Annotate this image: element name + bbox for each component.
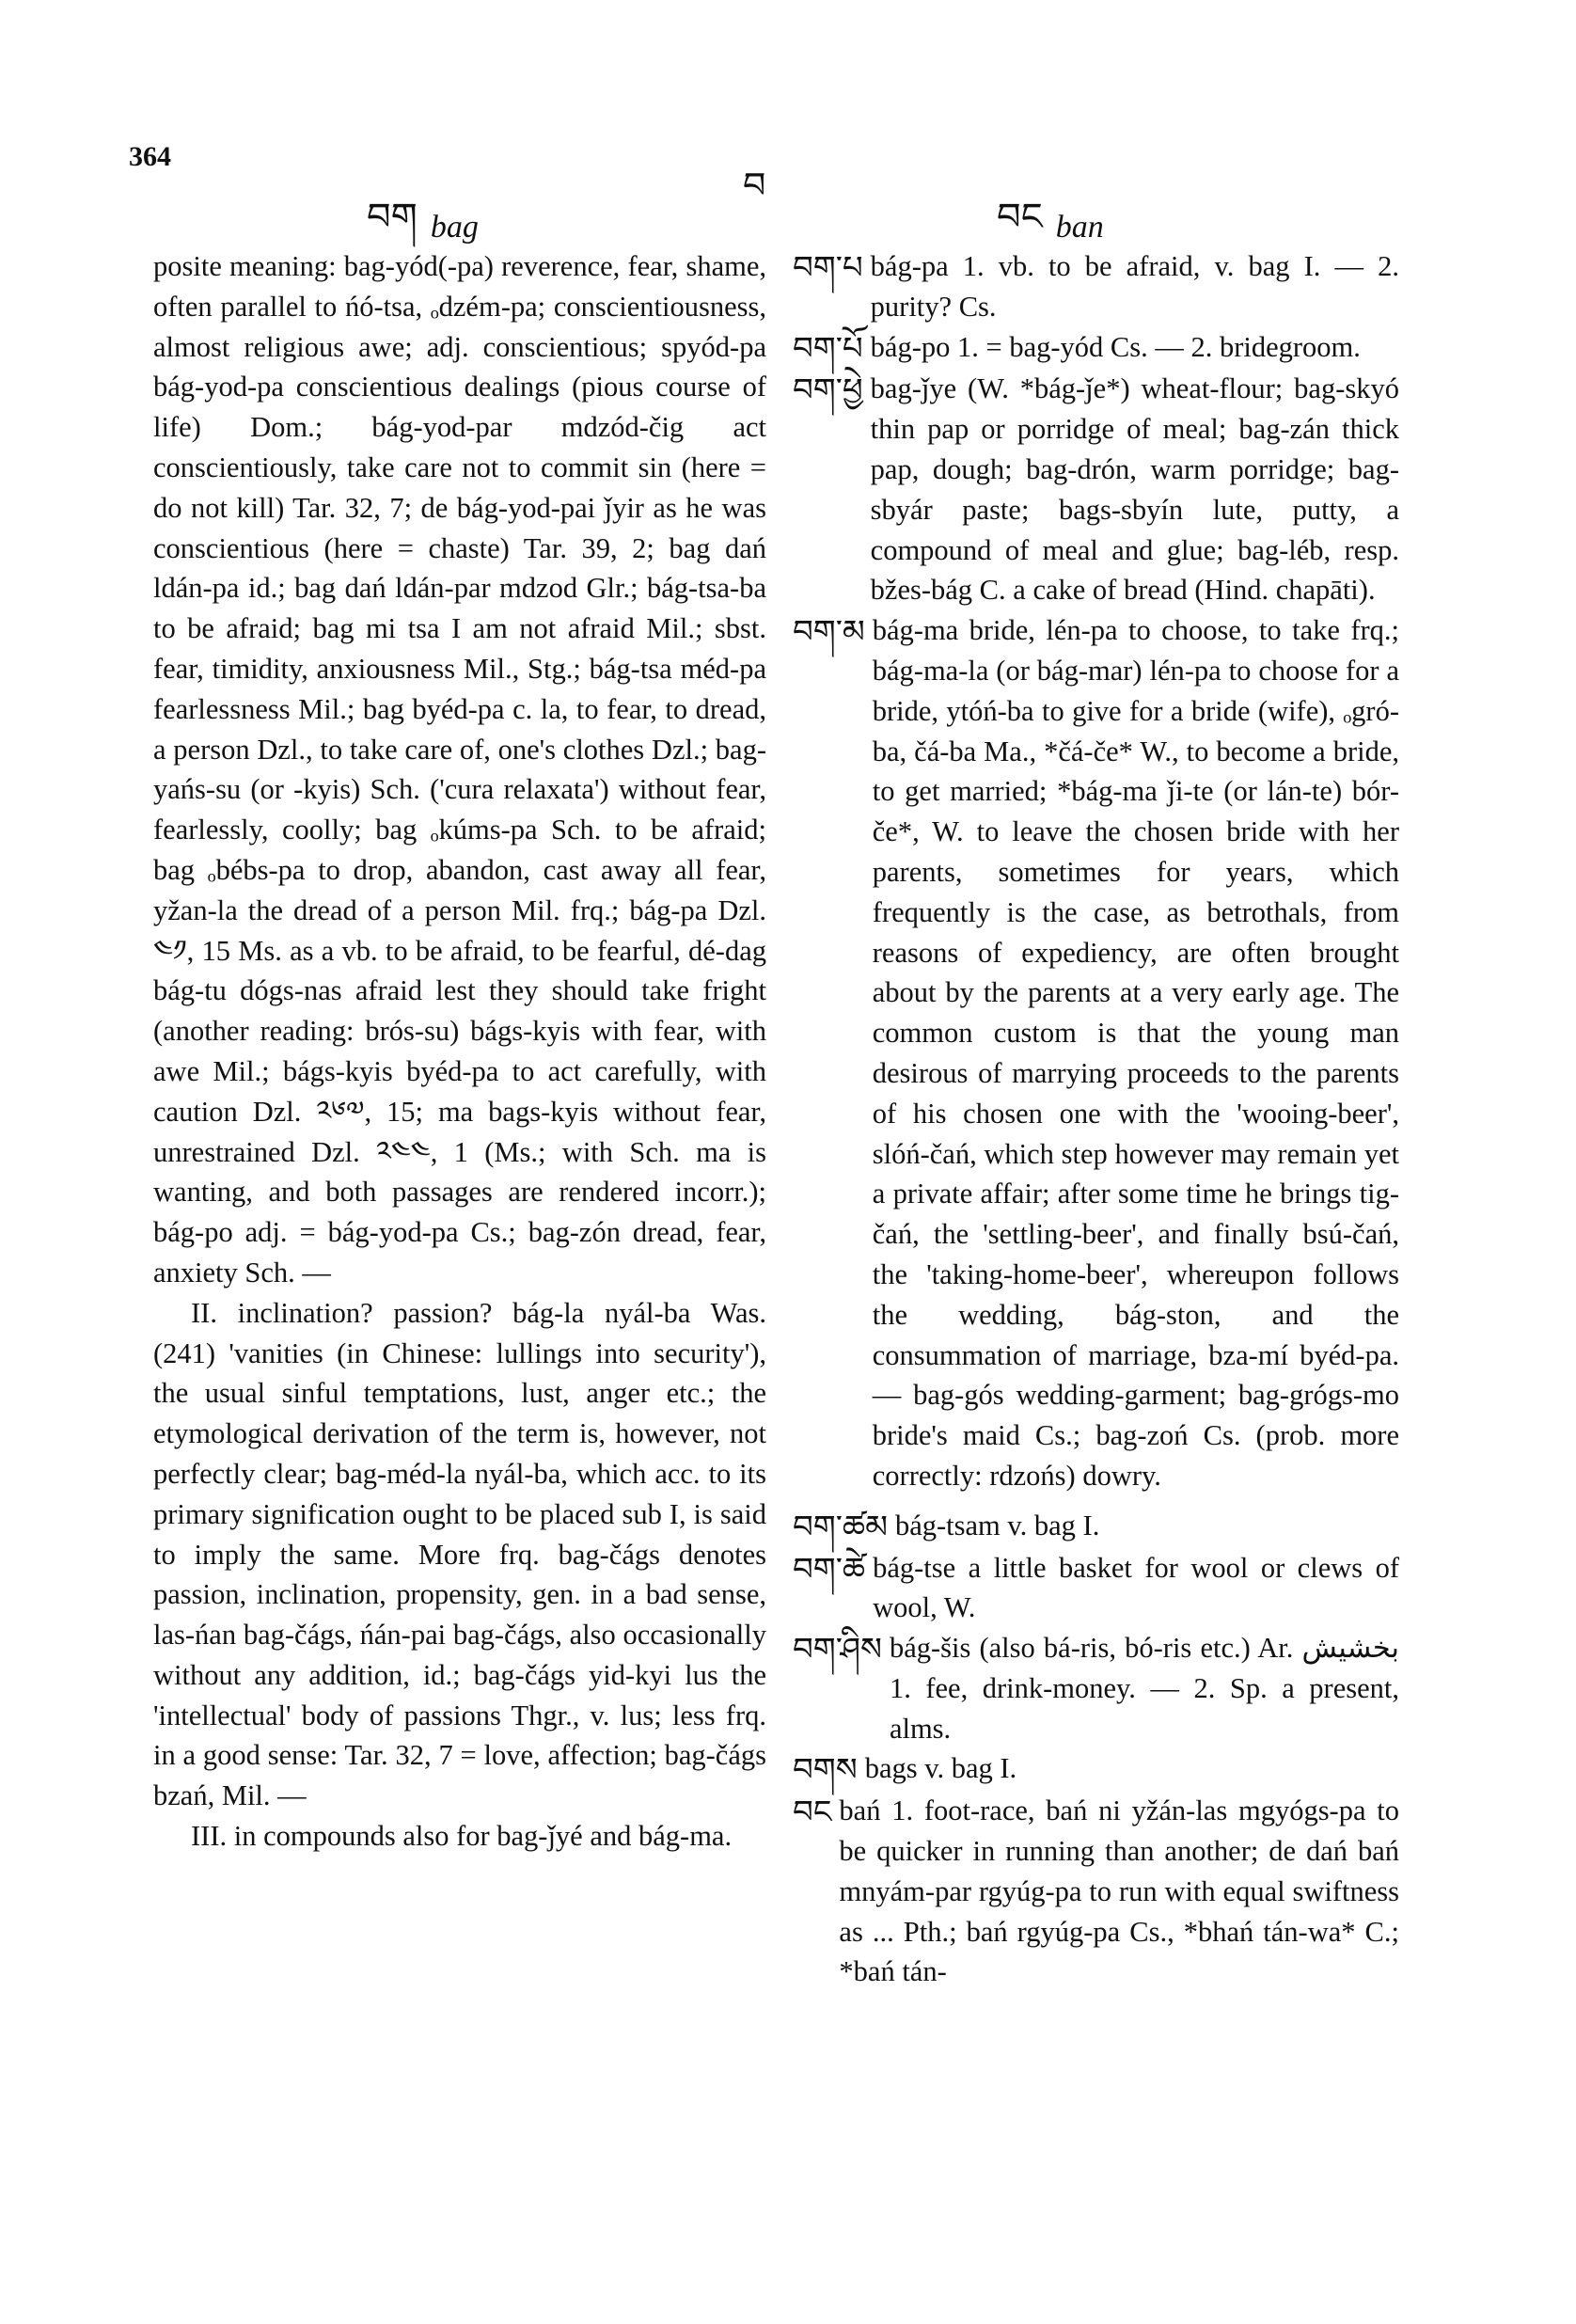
entry-text: bág-tse a little basket for wool or clews of wool, W. bbox=[873, 1551, 1399, 1624]
paragraph: posite meaning: bag-yód(-pa) reverence, fear, shame, often parallel to ńó-tsa, ₒdzém-pa; conscientiousness, almost religious awe; adj. conscientious; spyód-pa bág-yod-pa conscientious dealings (pious course of life) Dom.; bág-yod-par mdzód-čig act conscientiously, take care not to commit sin (here = do not kill) Tar. 32, 7; de bág-yod-pai ǰyir as he was conscientious (here = chaste) Tar. 39, 2; bag dań ldán-pa id.; bag dań ldán-par mdzod Glr.; bág-tsa-ba to be afraid; bag mi tsa I am not afraid Mil.; sbst. fear, timidity, anxiousness Mil., Stg.; bág-tsa méd-pa fearlessness Mil.; bag byéd-pa c. la, to fear, to dread, a person Dzl., to take care of, one's clothes Dzl.; bag-yańs-su (or -kyis) Sch. ('cura relaxata') without fear, fearlessly, coolly; bag ₒkúms-pa Sch. to be afraid; bag ₒbébs-pa to drop, abandon, cast away all fear, yžan-la the dread of a person Mil. frq.; bág-pa Dzl. ༤༡, 15 Ms. as a vb. to be afraid, to be fearful, dé-dag bág-tu dógs-nas afraid lest they should take fright (another reading: brós-su) bágs-kyis with fear, with awe Mil.; bágs-kyis byéd-pa to act carefully, with caution Dzl. ༢༦༧, 15; ma bags-kyis without fear, unrestrained Dzl. ༢༤༤, 1 (Ms.; with Sch. ma is wanting, and both passages are rendered incorr.); bág-po adj. = bág-yod-pa Cs.; bag-zón dread, fear, anxiety Sch. — bbox=[153, 250, 766, 1288]
entry-text: bág-pa 1. vb. to be afraid, v. bag I. — 2. purity? Cs. bbox=[870, 250, 1399, 323]
entry-text: bań 1. foot-race, bań ni yžán-las mgyógs-pa to be quicker in running than another; de dań bań mnyám-par rgyúg-pa to run with equal swiftness as ... Pth.; bań rgyúg-pa Cs., *bhań tán-wa* C.; *bań tán- bbox=[839, 1794, 1399, 1988]
paragraph: III. in compounds also for bag-ǰyé and bág-ma. bbox=[191, 1820, 733, 1853]
tibetan-headword: བག་ཕྱེ bbox=[793, 372, 863, 410]
tibetan-headword: བག་མ bbox=[793, 613, 865, 652]
tibetan-headword: བག་པ bbox=[793, 249, 863, 287]
dictionary-entry bbox=[793, 1628, 1399, 1748]
dictionary-entry bbox=[793, 1791, 1399, 1992]
running-head-center bbox=[743, 146, 765, 246]
entry-text: bag-ǰye (W. *bág-ǰe*) wheat-flour; bag-skyó thin pap or porridge of meal; bag-zán thick pap, dough; bag-drón, warm porridge; bag-sbyár paste; bags-sbyín lute, putty, a compound of meal and glue; bag-léb, resp. bžes-bág C. a cake of bread (Hind. chapāti). bbox=[870, 372, 1399, 607]
entry-text: bág-ma bride, lén-pa to choose, to take frq.; bág-ma-la (or bág-mar) lén-pa to choose for a bride, ytóń-ba to give for a bride (wife), ₒgró-ba, čá-ba Ma., *čá-če* W., to become a bride, to get married; *bág-ma ǰi-te (or lán-te) bór-če*, W. to leave the chosen bride with her parents, sometimes for years, which frequently is the case, as betrothals, from reasons of expediency, are often brought about by the parents at a very early age. The common custom is that the young man desirous of marrying proceeds to the parents of his chosen one with the 'wooing-beer', slóń-čań, which step however may remain yet a private affair; after some time he brings tig-čań, the 'settling-beer', and finally bsú-čań, the 'taking-home-beer', whereupon follows the wedding, bág-ston, and the consummation of marriage, bza-mí byéd-pa. — bag-gós wedding-garment; bag-grógs-mo bride's maid Cs.; bag-zoń Cs. (prob. more correctly: rdzońs) dowry. bbox=[872, 614, 1399, 1492]
tibetan-headword-right: བང bbox=[997, 196, 1043, 238]
tibetan-headword: བགས bbox=[793, 1751, 858, 1790]
section-letter: བ bbox=[743, 166, 766, 206]
tibetan-headword: བག་པོ bbox=[793, 329, 863, 368]
headword-left: bag bbox=[430, 209, 479, 245]
dictionary-entry bbox=[793, 610, 1399, 1496]
tibetan-headword-left: བག bbox=[367, 196, 418, 238]
headword-right: ban bbox=[1055, 209, 1104, 245]
dictionary-entry bbox=[793, 1748, 1399, 1791]
dictionary-entry bbox=[793, 246, 1399, 327]
dictionary-entry bbox=[793, 1506, 1399, 1548]
tibetan-headword: བག་ཤིས bbox=[793, 1631, 882, 1669]
entry-text: bags v. bag I. bbox=[864, 1752, 1017, 1785]
entry-text: bág-tsam v. bag I. bbox=[894, 1509, 1100, 1541]
entry-text: bág-po 1. = bag-yód Cs. — 2. bridegroom. bbox=[870, 330, 1361, 363]
right-column bbox=[793, 246, 1399, 1992]
page-number: 364 bbox=[129, 141, 171, 172]
left-column bbox=[153, 246, 766, 1857]
dictionary-entry bbox=[793, 1548, 1399, 1629]
dictionary-entry bbox=[793, 327, 1399, 370]
tibetan-headword: བག་ཚམ bbox=[793, 1508, 888, 1546]
paragraph: II. inclination? passion? bág-la nyál-ba Was. (241) 'vanities (in Chinese: lullings into security'), the usual sinful temptations, lust, anger etc.; the etymological derivation of the term is, however, not perfectly clear; bag-méd-la nyál-ba, which acc. to its primary signification ought to be placed sub I, is said to imply the same. More frq. bag-čágs denotes passion, inclination, propensity, gen. in a bad sense, las-ńan bag-čágs, ńán-pai bag-čágs, also occasionally without any addition, id.; bag-čágs yid-kyi lus the 'intellectual' body of passions Thgr., v. lus; less frq. in a good sense: Tar. 32, 7 = love, affection; bag-čágs bzań, Mil. — bbox=[153, 1296, 766, 1812]
dictionary-entry bbox=[793, 369, 1399, 610]
entry-text: bág-šis (also bá-ris, bó-ris etc.) Ar. بخشیش 1. fee, drink-money. — 2. Sp. a present, alms. bbox=[889, 1632, 1399, 1745]
tibetan-headword: བང bbox=[793, 1794, 832, 1832]
tibetan-headword: བག་ཚེ bbox=[793, 1550, 866, 1589]
